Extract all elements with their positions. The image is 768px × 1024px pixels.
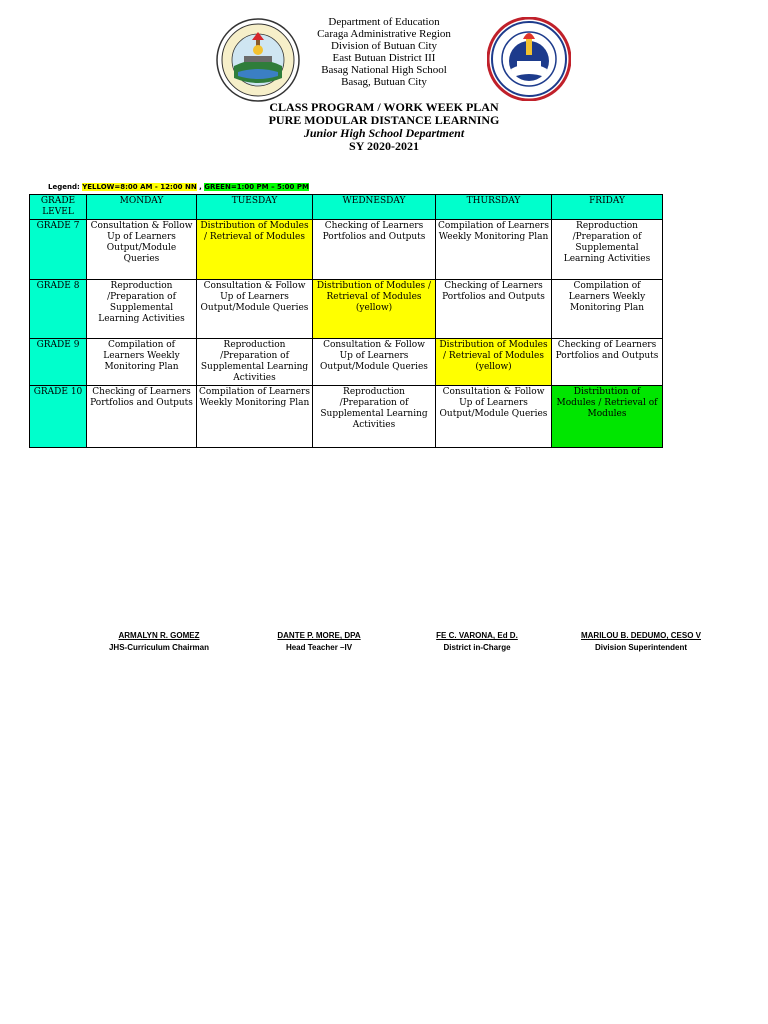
schedule-cell: Distribution of Modules / Retrieval of Modules [552,386,663,448]
table-row [30,280,663,339]
legend-label: Legend: [48,183,80,191]
schedule-cell: Reproduction /Preparation of Supplemental Learning Activities [552,220,663,280]
schedule-cell: Reproduction /Preparation of Supplemental Learning Activities [87,280,197,339]
header-division: Division of Butuan City [330,40,438,52]
header-region: Caraga Administrative Region [317,28,451,40]
schedule-cell: Checking of Learners Portfolios and Outputs [313,220,436,280]
signatory-block [104,630,214,654]
table-header-row [30,195,663,220]
schedule-cell: Checking of Learners Portfolios and Outputs [436,280,552,339]
header-grade-level: GRADE LEVEL [30,195,87,220]
legend-green: GREEN=1:00 PM – 5:00 PM [204,183,309,191]
title-main: CLASS PROGRAM / WORK WEEK PLAN [269,100,499,114]
schedule-table [29,194,663,448]
letterhead [0,16,768,88]
header-school: Basag National High School [321,64,447,76]
signatory-position: Head Teacher –IV [285,643,353,652]
table-row [30,339,663,386]
header-wednesday: WEDNESDAY [313,195,436,220]
schedule-cell: Consultation & Follow Up of Learners Output/Module Queries [87,220,197,280]
schedule-cell: Consultation & Follow Up of Learners Output/Module Queries [197,280,313,339]
signatory-position: Division Superintendent [594,643,687,652]
schedule-cell: Reproduction /Preparation of Supplemental Learning Activities [313,386,436,448]
schedule-cell: Compilation of Learners Weekly Monitoring Plan [436,220,552,280]
document-titles [0,101,768,153]
schedule-cell: Consultation & Follow Up of Learners Output/Module Queries [436,386,552,448]
schedule-cell: Checking of Learners Portfolios and Outputs [87,386,197,448]
schedule-cell: Distribution of Modules / Retrieval of Modules (yellow) [313,280,436,339]
signatory-name: FE C. VARONA, Ed D. [436,631,518,640]
schedule-cell: Compilation of Learners Weekly Monitoring Plan [552,280,663,339]
header-department: Department of Education [328,16,440,28]
header-address: Basag, Butuan City [341,76,427,88]
legend-separator: , [196,183,205,191]
signatory-name: ARMALYN R. GOMEZ [118,631,200,640]
signatory-position: District in-Charge [443,643,511,652]
signatory-block [424,630,530,654]
title-department: Junior High School Department [303,126,465,140]
signatory-name: DANTE P. MORE, DPA [277,631,361,640]
schedule-cell: Compilation of Learners Weekly Monitoring Plan [197,386,313,448]
schedule-cell: Consultation & Follow Up of Learners Output/Module Queries [313,339,436,386]
signatory-block [266,630,372,654]
schedule-cell: Compilation of Learners Weekly Monitoring Plan [87,339,197,386]
grade-cell: GRADE 7 [30,220,87,280]
grade-cell: GRADE 9 [30,339,87,386]
table-row [30,220,663,280]
grade-cell: GRADE 10 [30,386,87,448]
title-school-year: SY 2020-2021 [349,139,419,153]
grade-cell: GRADE 8 [30,280,87,339]
schedule-cell: Distribution of Modules / Retrieval of Modules [197,220,313,280]
header-tuesday: TUESDAY [197,195,313,220]
schedule-cell: Checking of Learners Portfolios and Outputs [552,339,663,386]
header-thursday: THURSDAY [436,195,552,220]
legend [48,183,309,192]
header-monday: MONDAY [87,195,197,220]
signatory-position: JHS-Curriculum Chairman [108,643,210,652]
schedule-cell: Distribution of Modules / Retrieval of Modules (yellow) [436,339,552,386]
table-row [30,386,663,448]
legend-yellow: YELLOW=8:00 AM - 12:00 NN [82,183,197,191]
title-sub: PURE MODULAR DISTANCE LEARNING [268,113,500,127]
signatory-block [566,630,716,654]
header-friday: FRIDAY [552,195,663,220]
signatory-name: MARILOU B. DEDUMO, CESO V [580,631,701,640]
header-district: East Butuan District III [332,52,436,64]
schedule-cell: Reproduction /Preparation of Supplemental Learning Activities [197,339,313,386]
